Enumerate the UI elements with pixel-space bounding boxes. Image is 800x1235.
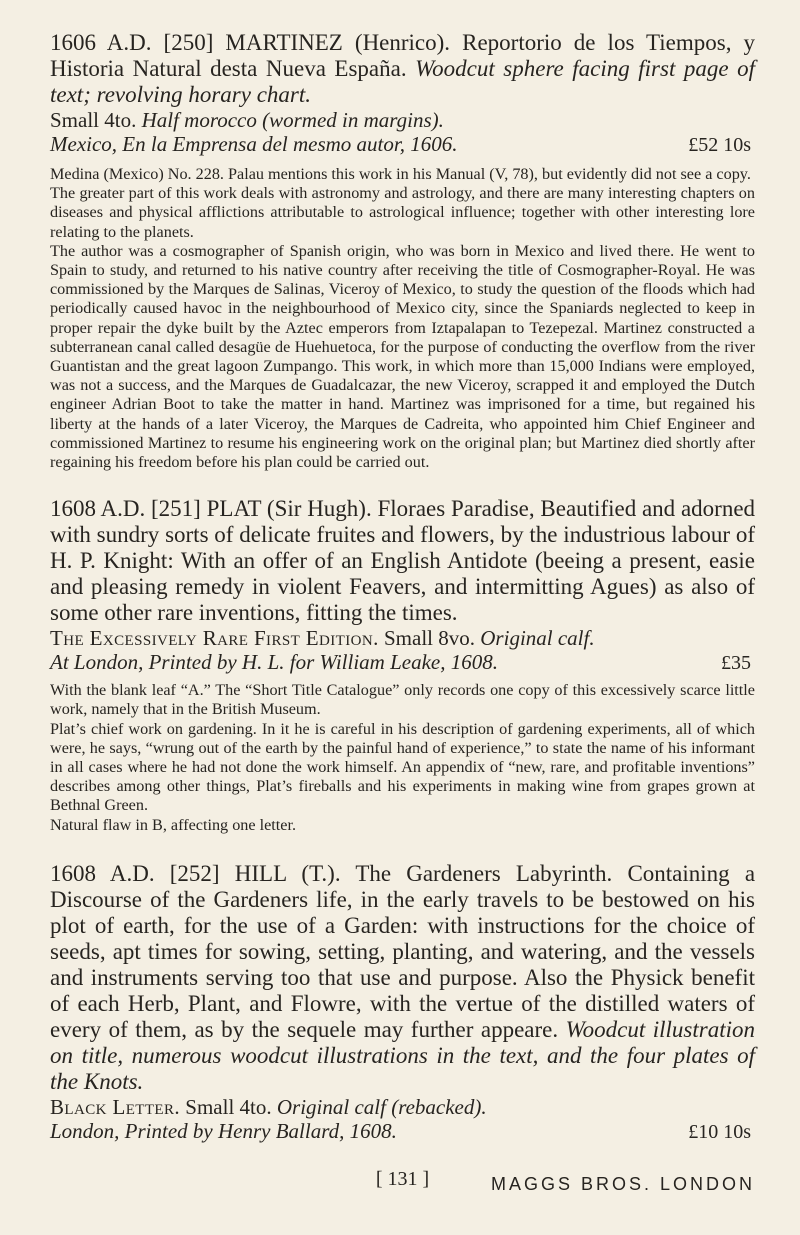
entry-binding: Original calf.: [480, 626, 595, 651]
entry-title: Floraes Paradise, Beautified and adorned with sundry sorts of delicate fruites and flowers, by the industrious labour of H. P. Knight: With an offer of an English Antidote (beeing a present, easie and pleasing remedy in violent Feavers, and intermitting Agues) as also of some other rare inventions, fitting the times.: [50, 496, 756, 626]
entry-imprint-row: [50, 132, 755, 157]
entry-price: £35: [721, 652, 751, 675]
entry-date: 1608 A.D.: [50, 496, 146, 522]
entry-note-paragraph: With the blank leaf “A.” The “Short Title Catalogue” only records one copy of this excessively scarce little work, namely that in the British Museum.: [50, 681, 755, 719]
entry-binding: Half morocco (wormed in margins).: [141, 108, 444, 132]
entry-illustration-note: Woodcut illustration on title, numerous woodcut illustrations in the text, and the four plates of the Knots.: [50, 1016, 755, 1094]
entry-imprint-row: [50, 1119, 755, 1144]
entry-format-size: Small 8vo.: [384, 626, 476, 651]
entry-letter-type: Black Letter.: [50, 1094, 181, 1119]
entry-title: Reportorio de los Tiempos, y Historia Natural desta Nueva España.: [50, 30, 756, 81]
catalogue-entry-252: [50, 861, 755, 1144]
entry-binding: Original calf (rebacked).: [276, 1094, 487, 1119]
entry-imprint: Mexico, En la Emprensa del mesmo autor, 1606.: [50, 132, 458, 156]
entry-imprint-row: [50, 650, 755, 675]
entry-note-paragraph: The greater part of this work deals with astronomy and astrology, and there are many interesting chapters on diseases and physical afflictions attributable to astrological influence; together with other interesting lore relating to the planets.: [50, 184, 755, 241]
entry-illustration-note: Woodcut sphere facing first page of text; revolving horary chart.: [50, 56, 755, 107]
entry-lot-number: [252]: [169, 860, 220, 886]
entry-imprint: London, Printed by Henry Ballard, 1608.: [50, 1118, 397, 1143]
entry-note-paragraph: Natural flaw in B, affecting one letter.: [50, 815, 297, 834]
catalogue-entry-250: [50, 30, 755, 472]
entry-format: [50, 1095, 755, 1119]
entry-lot-number: [250]: [163, 30, 214, 55]
entry-author: PLAT (Sir Hugh).: [206, 496, 372, 522]
entry-author: MARTINEZ (Henrico).: [225, 30, 451, 55]
entry-author: HILL (T.).: [234, 860, 341, 886]
entry-heading: [50, 861, 755, 1095]
entry-heading: [50, 30, 755, 108]
publisher-footer: MAGGS BROS. LONDON: [490, 1174, 755, 1194]
entry-format: [50, 626, 755, 650]
entry-heading: [50, 496, 755, 626]
page-number: [ 131 ]: [375, 1168, 430, 1190]
entry-note-paragraph: Plat’s chief work on gardening. In it he is careful in his description of gardening experiments, all of which were, he says, “wrung out of the earth by the painful hand of experience,” to state the name of his informant in all cases where he had not done the work himself. An appendix of “new, rare, and profitable inventions” describes among other things, Plat’s fireballs and his experiments in making wine from grapes grown at Bethnal Green.: [50, 719, 755, 815]
entry-imprint: At London, Printed by H. L. for William Leake, 1608.: [50, 650, 498, 675]
entry-format: [50, 108, 755, 132]
entry-date: 1606 A.D.: [50, 30, 152, 55]
entry-lot-number: [251]: [151, 496, 201, 522]
entry-price: £10 10s: [688, 1120, 751, 1143]
entry-format-size: Small 4to.: [50, 108, 137, 132]
entry-title: The Gardeners Labyrinth. Containing a Discourse of the Gardeners life, in the early travels to be bestowed on his plot of earth, for the use of a Garden: with instructions for the choice of seeds, apt times for sowing, setting, planting, and watering, and the vessels and instruments serving too that use and purpose. Also the Physick benefit of each Herb, Plant, and Flowre, with the vertue of the distilled waters of every of them, as by the sequele may further appeare.: [50, 860, 756, 1042]
catalogue-entry-251: [50, 496, 755, 835]
entry-edition-note: The Excessively Rare First Edition.: [50, 626, 379, 651]
entry-date: 1608 A.D.: [50, 860, 155, 886]
entry-price: £52 10s: [688, 134, 751, 156]
entry-note-paragraph: The author was a cosmographer of Spanish origin, who was born in Mexico and lived there. He went to Spain to study, and returned to his native country after receiving the title of Cosmographer-Royal. He was commissioned by the Marques de Salinas, Viceroy of Mexico, to study the question of the floods which had periodically caused havoc in the neighbourhood of Mexico city, since the Spaniards neglected to keep in proper repair the dyke built by the Aztec emperors from Iztapalapan to Tezepezal. Martinez constructed a subterranean canal called desagüe de Huehuetoca, for the purpose of conducting the overflow from the river Guantistan and the great lagoon Zumpango. This work, in which more than 15,000 Indians were employed, was not a success, and the Marques de Guadalcazar, the new Viceroy, scrapped it and employed the Dutch engineer Adrian Boot to take the matter in hand. Martinez was imprisoned for a time, but regained his liberty at the hands of a later Viceroy, the Marques de Cadreita, who appointed him Chief Engineer and commissioned Martinez to resume his engineering work on the original plan; but Martinez died shortly after regaining his freedom before his plan could be carried out.: [50, 241, 755, 472]
entry-note-paragraph: Medina (Mexico) No. 228. Palau mentions this work in his Manual (V, 78), but evidently did not see a copy.: [50, 165, 751, 183]
entry-format-size: Small 4to.: [185, 1094, 272, 1119]
